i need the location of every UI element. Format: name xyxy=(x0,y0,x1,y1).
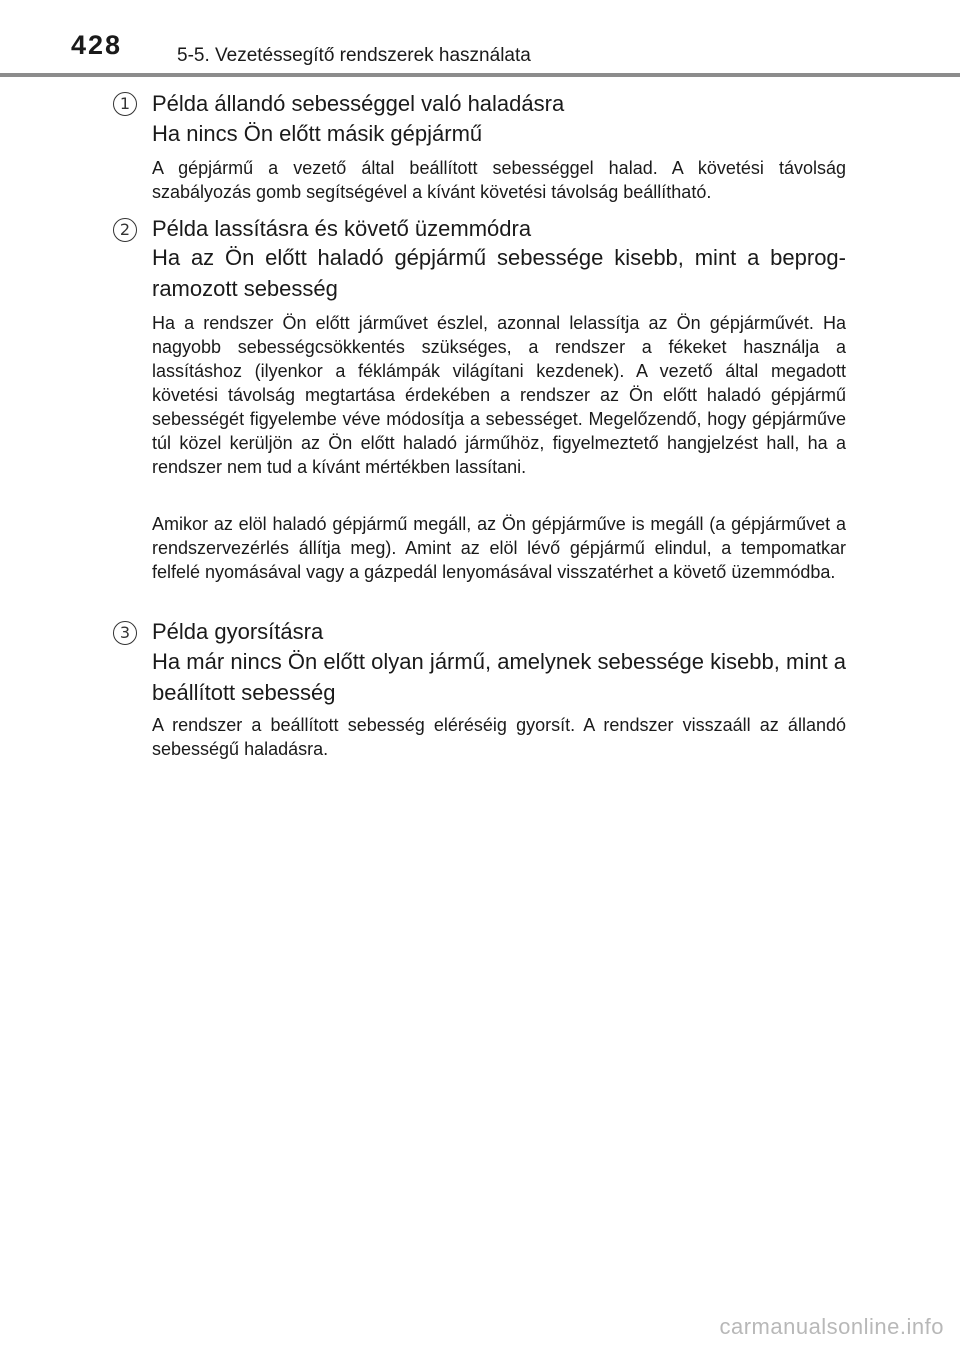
item-subtitle: Ha az Ön előtt haladó gépjármű sebessége kisebb, mint a beprogramozott sebesség xyxy=(152,245,846,301)
footer-watermark: carmanualsonline.info xyxy=(719,1314,944,1339)
item-number-badge: 3 xyxy=(113,621,137,645)
item-title: Példa gyorsításra xyxy=(152,619,324,644)
item-paragraph: Ha a rendszer Ön előtt járművet észlel, azonnal lelassítja az Ön gépjárművét. Ha nagyobb sebességcsökkentés szükséges, a rendszer a fékeket használja a lassításhoz (ilyenkor a féklámpák világítani kezdenek). A vezető által megadott követési távolság megtartása érdekében a rendszer az Ön előtt haladó gépjármű sebességét figyelembe véve módosítja a sebességet. Megelőzendő, hogy gépjárműve túl közel kerüljön az Ön előtt haladó járműhöz, figyelmeztető hangjelzést hall, ha a rendszer nem tud a kívánt mértékben lassítani. xyxy=(152,313,846,477)
item-number-badge: 2 xyxy=(113,218,137,242)
item-subtitle: Ha már nincs Ön előtt olyan jármű, amelynek sebessége kisebb, mint a beállított sebesség xyxy=(152,649,846,705)
item-paragraph: Amikor az elöl haladó gépjármű megáll, az Ön gépjárműve is megáll (a gépjárművet a rendszervezérlés állítja meg). Amint az elöl lévő gépjármű elindul, a tempomatkar felfelé nyomásával vagy a gázpedál lenyomásával visszatérhet a követő üzemmódba. xyxy=(152,514,846,582)
item-title: Példa lassításra és követő üzemmódra xyxy=(152,216,532,241)
page-number: 428 xyxy=(71,30,123,60)
page-header xyxy=(0,0,960,80)
item-title: Példa állandó sebességgel való haladásra xyxy=(152,91,565,116)
item-paragraph: A gépjármű a vezető által beállított sebességgel halad. A követési távolság szabályozás gomb segítségével a kívánt követési távolság beállítható. xyxy=(152,158,846,202)
header-divider xyxy=(0,73,960,77)
section-title: 5-5. Vezetéssegítő rendszerek használata xyxy=(177,45,531,66)
item-subtitle: Ha nincs Ön előtt másik gépjármű xyxy=(152,121,483,146)
item-paragraph: A rendszer a beállított sebesség eléréséig gyorsít. A rendszer visszaáll az állandó sebességű haladásra. xyxy=(152,715,846,759)
item-number-badge: 1 xyxy=(113,92,137,116)
